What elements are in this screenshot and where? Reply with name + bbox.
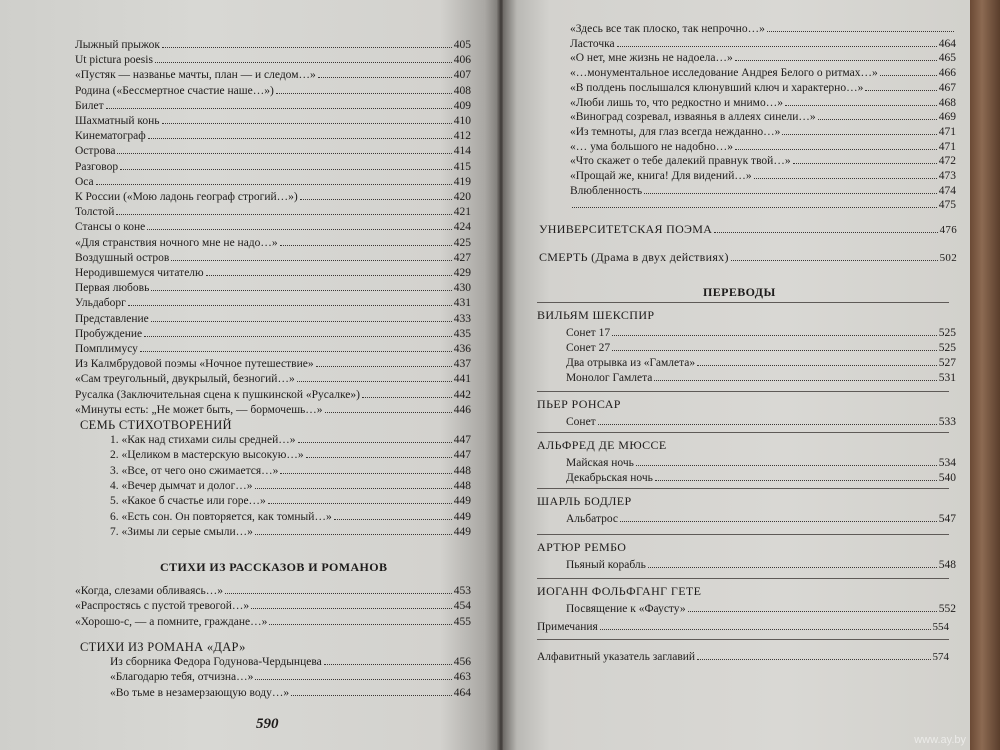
leader-dots — [782, 125, 936, 135]
university-poem-entry: УНИВЕРСИТЕТСКАЯ ПОЭМА 476 — [539, 222, 957, 236]
translation-author: ШАРЛЬ БОДЛЕР — [537, 494, 632, 508]
entry-title: Воздушный остров — [75, 251, 170, 264]
leader-dots — [735, 51, 937, 61]
entry-page-number: 468 — [938, 96, 956, 109]
entry-page-number: 410 — [453, 115, 471, 127]
toc-entry — [75, 251, 471, 265]
entry-title: «Из темноты, для глаз всегда нежданно…» — [570, 125, 781, 138]
leader-dots — [162, 114, 452, 124]
leader-dots — [636, 456, 937, 466]
toc-entry — [110, 525, 471, 539]
entry-title: Из сборника Федора Годунова-Чердынцева — [110, 656, 322, 668]
entry-page-number: 448 — [453, 464, 471, 477]
entry-page-number: 425 — [453, 236, 471, 249]
leader-dots — [255, 670, 451, 680]
leader-dots — [140, 342, 452, 352]
entry-page-number: 533 — [938, 416, 956, 428]
entry-page-number: 540 — [938, 472, 956, 484]
entry-page-number: 429 — [453, 267, 471, 279]
entry-page-number: 474 — [938, 184, 956, 197]
stories-heading: СТИХИ ИЗ РАССКАЗОВ И РОМАНОВ — [160, 560, 388, 574]
page-edges — [970, 0, 1000, 750]
toc-entry — [75, 53, 471, 67]
toc-entry — [110, 655, 471, 669]
toc-entry — [75, 342, 471, 356]
toc-entry — [75, 114, 471, 128]
author-divider — [537, 432, 949, 433]
entry-title: Родина («Бессмертное счастие наше…») — [75, 84, 274, 97]
leader-dots — [128, 296, 452, 306]
entry-title: Альбатрос — [566, 513, 619, 525]
entry-page-number: 420 — [453, 191, 471, 203]
leader-dots — [818, 110, 937, 120]
leader-dots — [865, 81, 936, 91]
toc-entry — [570, 51, 956, 65]
entry-page-number: 548 — [938, 559, 956, 571]
leader-dots — [255, 479, 452, 489]
entry-page-number: 415 — [453, 160, 471, 173]
toc-entry — [75, 205, 471, 219]
entry-title: «… ума большого не надобно…» — [570, 140, 733, 153]
death-drama-entry: СМЕРТЬ (Драма в двух действиях) 502 — [539, 250, 957, 264]
toc-entry — [570, 96, 956, 110]
entry-title: Влюбленность — [570, 184, 643, 197]
toc-entry — [75, 38, 471, 52]
leader-dots — [148, 129, 452, 139]
toc-entry — [75, 584, 471, 598]
leader-dots — [362, 388, 452, 398]
entry-page-number: 463 — [453, 671, 471, 684]
author-divider — [537, 534, 949, 535]
entry-title: Сонет — [566, 416, 596, 428]
watermark: www.ay.by — [914, 734, 966, 746]
toc-entry — [570, 22, 956, 36]
leader-dots — [117, 144, 451, 154]
author-divider — [537, 488, 949, 489]
leader-dots — [644, 184, 937, 194]
leader-dots — [735, 140, 937, 150]
translation-author: АРТЮР РЕМБО — [537, 540, 627, 554]
toc-entry — [75, 160, 471, 174]
entry-title: «Пустяк — названье мачты, план — и следом…» — [75, 69, 316, 82]
entry-page-number: 453 — [453, 585, 471, 597]
entry-title: Лыжный прыжок — [75, 39, 161, 51]
entry-page-number: 419 — [453, 175, 471, 188]
leader-dots — [880, 66, 937, 76]
toc-entry — [570, 169, 956, 183]
toc-entry — [566, 326, 956, 340]
toc-entry — [566, 415, 956, 429]
entry-page-number: 441 — [453, 373, 471, 386]
entry-page-number: 467 — [938, 81, 956, 94]
toc-entry — [570, 81, 956, 95]
leader-dots — [251, 599, 452, 609]
entry-page-number: 475 — [938, 199, 956, 212]
entry-page-number: 471 — [938, 140, 956, 153]
entry-page-number: 534 — [938, 457, 956, 469]
entry-page-number: 409 — [453, 99, 471, 112]
toc-entry — [110, 448, 471, 462]
leader-dots — [171, 251, 451, 261]
entry-page-number: 433 — [453, 312, 471, 325]
entry-title: Стансы о коне — [75, 221, 146, 234]
toc-entry — [570, 66, 956, 80]
entry-title: Сонет 17 — [566, 327, 611, 339]
entry-page-number: 442 — [453, 388, 471, 401]
entry-page-number: 547 — [938, 513, 956, 525]
leader-dots — [767, 22, 954, 32]
toc-entry — [566, 471, 956, 485]
toc-entry — [570, 37, 956, 51]
leader-dots — [612, 341, 937, 351]
entry-title: Монолог Гамлета — [566, 372, 653, 384]
leader-dots — [655, 471, 937, 481]
entry-page-number: 455 — [453, 615, 471, 628]
toc-entry — [566, 456, 956, 470]
entry-title: 6. «Есть сон. Он повторяется, как томный…» — [110, 510, 332, 523]
seven-poems-rule — [78, 431, 238, 432]
entry-title: «Минуты есть: „Не может быть, — бормочешь…» — [75, 403, 323, 416]
entry-page-number: 424 — [453, 221, 471, 234]
toc-entry — [75, 357, 471, 371]
toc-entry — [75, 281, 471, 295]
entry-title: Русалка (Заключительная сцена к пушкинской «Русалке») — [75, 388, 360, 401]
entry-page-number: 449 — [453, 495, 471, 508]
dar-heading: СТИХИ ИЗ РОМАНА «ДАР» — [80, 640, 246, 654]
entry-title: «Что скажет о тебе далекий правнук твой…» — [570, 155, 791, 168]
entry-title: 3. «Все, от чего оно сжимается…» — [110, 464, 279, 477]
entry-title: Кинематограф — [75, 130, 146, 143]
leader-dots — [297, 372, 452, 382]
entry-title: Толстой — [75, 206, 115, 219]
entry-title: Оса — [75, 175, 94, 188]
toc-entry — [75, 175, 471, 189]
toc-entry — [75, 68, 471, 82]
entry-page-number: 447 — [453, 449, 471, 462]
entry-page-number: 472 — [938, 155, 956, 168]
entry-title: Помплимусу — [75, 343, 138, 355]
toc-entry — [75, 129, 471, 143]
leader-dots — [697, 356, 937, 366]
entry-title: Представление — [75, 312, 149, 325]
leader-dots — [151, 312, 452, 322]
entry-title: Неродившемуся читателю — [75, 267, 204, 279]
entry-page-number: 430 — [453, 282, 471, 295]
toc-entry — [570, 125, 956, 139]
entry-page-number: 437 — [453, 358, 471, 371]
toc-entry — [75, 220, 471, 234]
leader-dots — [793, 154, 937, 164]
toc-entry — [566, 602, 956, 616]
entry-title: «Прощай же, книга! Для видений…» — [570, 170, 752, 182]
entry-page-number: 435 — [453, 327, 471, 340]
entry-title: «О нет, мне жизнь не надоела…» — [570, 52, 733, 65]
leader-dots — [291, 686, 452, 696]
leader-dots — [785, 96, 937, 106]
leader-dots — [280, 464, 451, 474]
leader-dots — [268, 494, 452, 504]
toc-entry — [75, 266, 471, 280]
toc-entry — [75, 615, 471, 629]
entry-page-number: 464 — [453, 686, 471, 699]
leader-dots — [300, 190, 452, 200]
toc-entry — [110, 510, 471, 524]
author-divider — [537, 302, 949, 303]
entry-page-number: 469 — [938, 111, 956, 124]
leader-dots — [225, 584, 452, 594]
page-number: 590 — [256, 716, 279, 732]
entry-title: «Хорошо-с, — а помните, граждане…» — [75, 615, 268, 628]
toc-entry — [570, 198, 956, 212]
entry-page-number: 431 — [453, 297, 471, 310]
toc-entry — [75, 599, 471, 613]
leader-dots — [598, 415, 937, 425]
toc-entry — [75, 99, 471, 113]
toc-entry — [566, 341, 956, 355]
toc-entry — [75, 236, 471, 250]
entry-title: Сонет 27 — [566, 342, 611, 354]
leader-dots — [280, 236, 452, 246]
leader-dots — [120, 160, 452, 170]
entry-page-number: 436 — [453, 343, 471, 355]
leader-dots — [324, 655, 452, 665]
leader-dots — [306, 448, 452, 458]
entry-page-number: 465 — [938, 52, 956, 65]
entry-page-number: 454 — [453, 600, 471, 613]
entry-title: К России («Мою ладонь географ строгий…») — [75, 191, 298, 203]
leader-dots — [325, 403, 452, 413]
toc-entry — [110, 433, 471, 447]
toc-entry — [570, 184, 956, 198]
leader-dots — [688, 602, 937, 612]
translations-heading: ПЕРЕВОДЫ — [703, 285, 776, 299]
leader-dots — [206, 266, 452, 276]
author-divider — [537, 578, 949, 579]
toc-entry — [570, 140, 956, 154]
leader-dots — [155, 53, 452, 63]
entry-page-number: 449 — [453, 525, 471, 538]
seven-poems-heading: СЕМЬ СТИХОТВОРЕНИЙ — [80, 418, 232, 432]
leader-dots — [318, 68, 452, 78]
leader-dots — [612, 326, 937, 336]
entry-title: Декабрьская ночь — [566, 472, 653, 484]
entry-title: Пьяный корабль — [566, 559, 646, 571]
toc-entry — [75, 327, 471, 341]
entry-page-number: 446 — [453, 403, 471, 416]
toc-entry — [110, 479, 471, 493]
translation-author: ВИЛЬЯМ ШЕКСПИР — [537, 308, 655, 322]
toc-entry — [75, 388, 471, 402]
entry-title: Майская ночь — [566, 457, 634, 469]
leader-dots — [334, 510, 452, 520]
leader-dots — [106, 99, 452, 109]
entry-title: «Виноград созревал, изваянья в аллеях синели…» — [570, 111, 816, 124]
entry-page-number: 447 — [453, 434, 471, 446]
toc-entry — [110, 494, 471, 508]
toc-entry — [566, 371, 956, 385]
toc-entry — [566, 356, 956, 370]
leader-dots — [151, 281, 451, 291]
entry-title: «В полдень послышался клюнувший ключ и характерно…» — [570, 81, 864, 94]
entry-page-number: 449 — [453, 510, 471, 523]
entry-page-number: 408 — [453, 84, 471, 97]
translation-author: ПЬЕР РОНСАР — [537, 397, 621, 411]
toc-entry — [110, 670, 471, 684]
leader-dots — [572, 198, 937, 208]
toc-entry — [75, 144, 471, 158]
toc-entry — [566, 558, 956, 572]
translation-author: АЛЬФРЕД ДЕ МЮССЕ — [537, 438, 667, 452]
entry-title: Разговор — [75, 160, 119, 173]
toc-entry — [75, 403, 471, 417]
entry-page-number: 471 — [938, 125, 956, 138]
toc-entry — [566, 512, 956, 526]
notes-divider — [537, 639, 949, 640]
entry-title: 1. «Как над стихами силы средней…» — [110, 434, 296, 446]
right-page — [503, 0, 970, 750]
entry-title: «Когда, слезами обливаясь…» — [75, 585, 223, 597]
leader-dots — [276, 84, 452, 94]
entry-page-number: 466 — [938, 67, 956, 80]
toc-entry — [75, 84, 471, 98]
entry-page-number: 552 — [938, 603, 956, 615]
leader-dots — [617, 37, 937, 47]
entry-title: «Благодарю тебя, отчизна…» — [110, 671, 254, 684]
entry-title: 2. «Целиком в мастерскую высокую…» — [110, 449, 304, 462]
leader-dots — [316, 357, 452, 367]
leader-dots — [116, 205, 451, 215]
toc-entry — [75, 372, 471, 386]
entry-page-number: 414 — [453, 145, 471, 158]
entry-title: «Здесь все так плоско, так непрочно…» — [570, 23, 765, 35]
entry-page-number: 448 — [453, 479, 471, 492]
entry-title: Острова — [75, 145, 116, 158]
entry-title: Ласточка — [570, 37, 615, 50]
index-entry: Алфавитный указатель заглавий 574 — [537, 651, 949, 663]
toc-entry — [75, 190, 471, 204]
toc-entry — [110, 686, 471, 700]
entry-page-number: 464 — [938, 37, 956, 50]
entry-title: Первая любовь — [75, 282, 150, 295]
entry-page-number: 531 — [938, 372, 956, 384]
entry-title: «Сам треугольный, двукрылый, безногий…» — [75, 373, 295, 386]
notes-entry: Примечания 554 — [537, 621, 949, 633]
entry-title: Билет — [75, 99, 104, 112]
toc-entry — [75, 296, 471, 310]
leader-dots — [269, 615, 451, 625]
toc-entry — [110, 464, 471, 478]
entry-page-number: 525 — [938, 342, 956, 354]
leader-dots — [162, 38, 452, 48]
entry-page-number: 427 — [453, 251, 471, 264]
entry-page-number: 525 — [938, 327, 956, 339]
entry-title: Ut pictura poesis — [75, 54, 153, 67]
entry-page-number: 527 — [938, 357, 956, 369]
leader-dots — [96, 175, 452, 185]
entry-page-number: 406 — [453, 54, 471, 67]
leader-dots — [144, 327, 452, 337]
entry-title: «Для странствия ночного мне не надо…» — [75, 236, 278, 249]
entry-title: «Люби лишь то, что редкостно и мнимо…» — [570, 96, 783, 109]
entry-page-number: 473 — [938, 170, 956, 182]
leader-dots — [255, 525, 452, 535]
entry-title: Из Калмбрудовой поэмы «Ночное путешествие» — [75, 358, 314, 371]
entry-title: Посвящение к «Фаусту» — [566, 603, 686, 615]
entry-title: Два отрывка из «Гамлета» — [566, 357, 696, 369]
leader-dots — [648, 558, 937, 568]
entry-page-number: 407 — [453, 69, 471, 82]
entry-page-number: 405 — [453, 39, 471, 51]
leader-dots — [654, 371, 936, 381]
leader-dots — [298, 433, 452, 443]
toc-entry — [570, 154, 956, 168]
entry-title: 5. «Какое б счастье или горе…» — [110, 495, 266, 508]
entry-title: Шахматный конь — [75, 115, 160, 127]
leader-dots — [620, 512, 937, 522]
entry-page-number: 456 — [453, 656, 471, 668]
entry-page-number: 421 — [453, 206, 471, 219]
leader-dots — [754, 169, 937, 179]
entry-title: «Во тьме в незамерзающую воду…» — [110, 686, 290, 699]
entry-title: 4. «Вечер дымчат и долог…» — [110, 479, 253, 492]
toc-entry — [570, 110, 956, 124]
toc-entry — [75, 312, 471, 326]
entry-title: «Распростясь с пустой тревогой…» — [75, 600, 250, 613]
entry-title: Пробуждение — [75, 327, 143, 340]
author-divider — [537, 391, 949, 392]
leader-dots — [147, 220, 451, 230]
entry-page-number: 412 — [453, 130, 471, 143]
entry-title: «…монументальное исследование Андрея Белого о ритмах…» — [570, 67, 878, 80]
translation-author: ИОГАНН ФОЛЬФГАНГ ГЕТЕ — [537, 584, 702, 598]
entry-title: Ульдаборг — [75, 297, 126, 310]
entry-title: 7. «Зимы ли серые смыли…» — [110, 525, 253, 538]
